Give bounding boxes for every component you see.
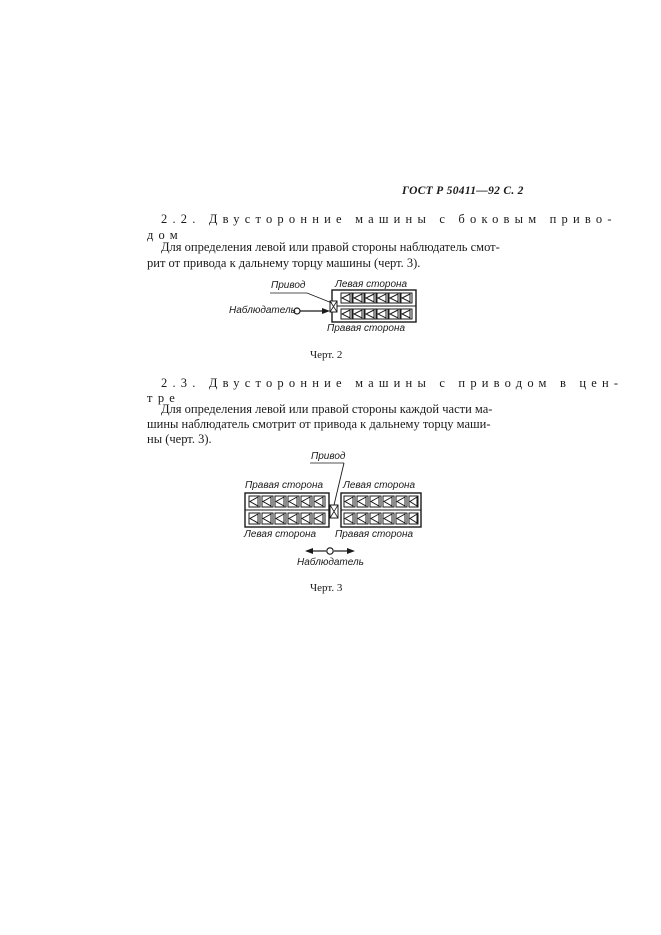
- figure-3-label-drive: Привод: [311, 451, 346, 462]
- element-triangle: [315, 497, 323, 506]
- section-2-3-body-line2: шины наблюдатель смотрит от привода к дальнему торцу маши-: [147, 417, 491, 431]
- page-header: ГОСТ Р 50411—92 С. 2: [402, 185, 524, 197]
- element-triangle: [371, 497, 379, 506]
- section-2-2-body-line1: Для определения левой или правой стороны наблюдатель смот-: [161, 240, 500, 254]
- section-2-2-heading-line2: дом: [147, 228, 183, 242]
- element-triangle: [410, 497, 417, 506]
- figure-2-caption: Черт. 2: [310, 349, 343, 361]
- element-triangle: [276, 514, 284, 523]
- element-triangle: [250, 497, 258, 506]
- element-triangle: [358, 514, 366, 523]
- element-triangle: [358, 497, 366, 506]
- section-2-3-heading-line2: тре: [147, 391, 181, 405]
- element-triangle: [289, 514, 297, 523]
- element-triangle: [345, 514, 353, 523]
- element-triangle: [263, 497, 271, 506]
- element-triangle: [384, 497, 392, 506]
- element-triangle: [302, 497, 310, 506]
- element-triangle: [397, 497, 405, 506]
- figure-3-label-right-side-top: Правая сторона: [245, 480, 324, 491]
- element-triangle: [315, 514, 323, 523]
- element-triangle: [384, 514, 392, 523]
- figure-2-label-drive: Привод: [271, 280, 306, 291]
- element-triangle: [345, 497, 353, 506]
- element-triangle: [263, 514, 271, 523]
- figure-3-observer-circle: [327, 548, 333, 554]
- element-triangle: [276, 497, 284, 506]
- figure-2-label-left-side: Левая сторона: [335, 279, 408, 290]
- figure-2-label-observer: Наблюдатель: [229, 305, 296, 316]
- figure-3-right-bottom-row: [344, 513, 418, 524]
- figure-3-left-top-row: [249, 496, 325, 507]
- figure-3-observer-arrowhead-right: [347, 548, 355, 554]
- figure-3-right-top-row: [344, 496, 418, 507]
- figure-3-observer-arrowhead-left: [305, 548, 313, 554]
- figure-3-left-bottom-row: [249, 513, 325, 524]
- element-triangle: [410, 514, 417, 523]
- section-2-3-heading-line1: 2.3. Двусторонние машины с приводом в цен-: [161, 376, 624, 390]
- figure-3-label-left-side-top: Левая сторона: [343, 480, 416, 491]
- element-triangle: [289, 497, 297, 506]
- figure-2-label-right-side: Правая сторона: [327, 323, 406, 334]
- figure-3-label-right-side-bottom: Правая сторона: [335, 529, 414, 540]
- section-2-2-body-line2: рит от привода к дальнему торцу машины (черт. 3).: [147, 256, 421, 270]
- figure-3-caption: Черт. 3: [310, 582, 343, 594]
- element-triangle: [397, 514, 405, 523]
- figure-3-label-left-side-bottom: Левая сторона: [244, 529, 317, 540]
- element-triangle: [250, 514, 258, 523]
- section-2-3-body-line1: Для определения левой или правой стороны каждой части ма-: [161, 402, 493, 416]
- section-2-2-heading-line1: 2.2. Двусторонние машины с боковым приво-: [161, 212, 617, 226]
- element-triangle: [371, 514, 379, 523]
- section-2-3-body-line3: ны (черт. 3).: [147, 432, 212, 446]
- figure-3-label-observer: Наблюдатель: [297, 557, 364, 568]
- element-triangle: [302, 514, 310, 523]
